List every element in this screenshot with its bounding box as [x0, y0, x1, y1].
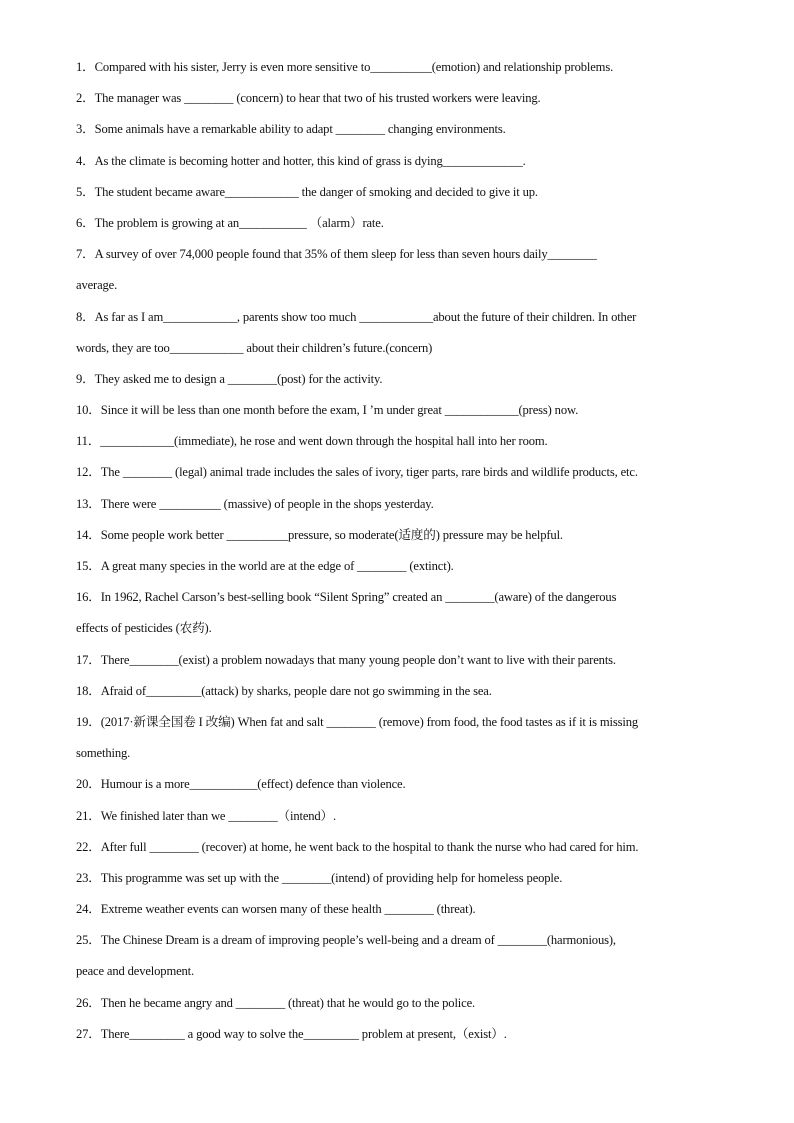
- question-1: 1．Compared with his sister, Jerry is even more sensitive to__________(emotion) and relationship problems.: [76, 60, 614, 74]
- question-15: 15．A great many species in the world are at the edge of ________ (extinct).: [76, 559, 454, 573]
- question-7-continued: average.: [76, 278, 118, 293]
- question-11: 11．____________(immediate), he rose and went down through the hospital hall into her room.: [76, 434, 548, 449]
- question-25: 25．The Chinese Dream is a dream of improving people’s well-being and a dream of ________(harmonious),: [76, 933, 616, 948]
- question-18: 18．Afraid of_________(attack) by sharks, people dare not go swimming in the sea.: [76, 683, 492, 698]
- question-21: 21．We finished later than we ________（intend）.: [76, 808, 336, 823]
- question-5: 5．The student became aware____________ the danger of smoking and decided to give it up.: [76, 184, 538, 199]
- question-16-continued: effects of pesticides (农药).: [76, 621, 212, 636]
- question-27: 27．There_________ a good way to solve the_________ problem at present,（exist）.: [76, 1026, 507, 1041]
- question-4: 4．As the climate is becoming hotter and hotter, this kind of grass is dying_____________.: [76, 153, 526, 168]
- question-2: 2．The manager was ________ (concern) to hear that two of his trusted workers were leaving.: [76, 91, 541, 106]
- question-24: 24．Extreme weather events can worsen many of these health ________ (threat).: [76, 902, 476, 917]
- question-19: 19．(2017·新课全国卷 I 改编) When fat and salt ________ (remove) from food, the food tastes as if it is missing: [76, 714, 639, 729]
- question-7: 7．A survey of over 74,000 people found that 35% of them sleep for less than seven hours daily________: [76, 247, 597, 262]
- question-17: 17．There________(exist) a problem nowadays that many young people don’t want to live with their parents.: [76, 652, 616, 667]
- question-10: 10．Since it will be less than one month before the exam, I ’m under great ____________(press) now.: [76, 403, 579, 418]
- question-16: 16．In 1962, Rachel Carson’s best-selling book “Silent Spring” created an ________(aware) of the dangerous: [76, 590, 617, 605]
- question-22: 22．After full ________ (recover) at home, he went back to the hospital to thank the nurse who had cared for him.: [76, 839, 639, 854]
- question-13: 13．There were __________ (massive) of people in the shops yesterday.: [76, 496, 434, 511]
- question-23: 23．This programme was set up with the ________(intend) of providing help for homeless people.: [76, 870, 563, 885]
- question-20: 20．Humour is a more___________(effect) defence than violence.: [76, 777, 406, 792]
- question-9: 9．They asked me to design a ________(post) for the activity.: [76, 371, 383, 386]
- worksheet-page: [76, 60, 724, 1058]
- question-8: 8．As far as I am____________, parents show too much ____________about the future of their children. In other: [76, 309, 637, 324]
- question-12: 12．The ________ (legal) animal trade includes the sales of ivory, tiger parts, rare birds and wildlife products, etc.: [76, 465, 638, 480]
- question-6: 6．The problem is growing at an___________ （alarm）rate.: [76, 215, 384, 230]
- question-25-continued: peace and development.: [76, 964, 195, 979]
- question-14: 14．Some people work better __________pressure, so moderate(适度的) pressure may be helpful.: [76, 527, 563, 542]
- question-19-continued: something.: [76, 746, 131, 761]
- question-3: 3．Some animals have a remarkable ability to adapt ________ changing environments.: [76, 122, 506, 137]
- question-26: 26．Then he became angry and ________ (threat) that he would go to the police.: [76, 995, 476, 1010]
- question-8-continued: words, they are too____________ about their children’s future.(concern): [76, 340, 433, 355]
